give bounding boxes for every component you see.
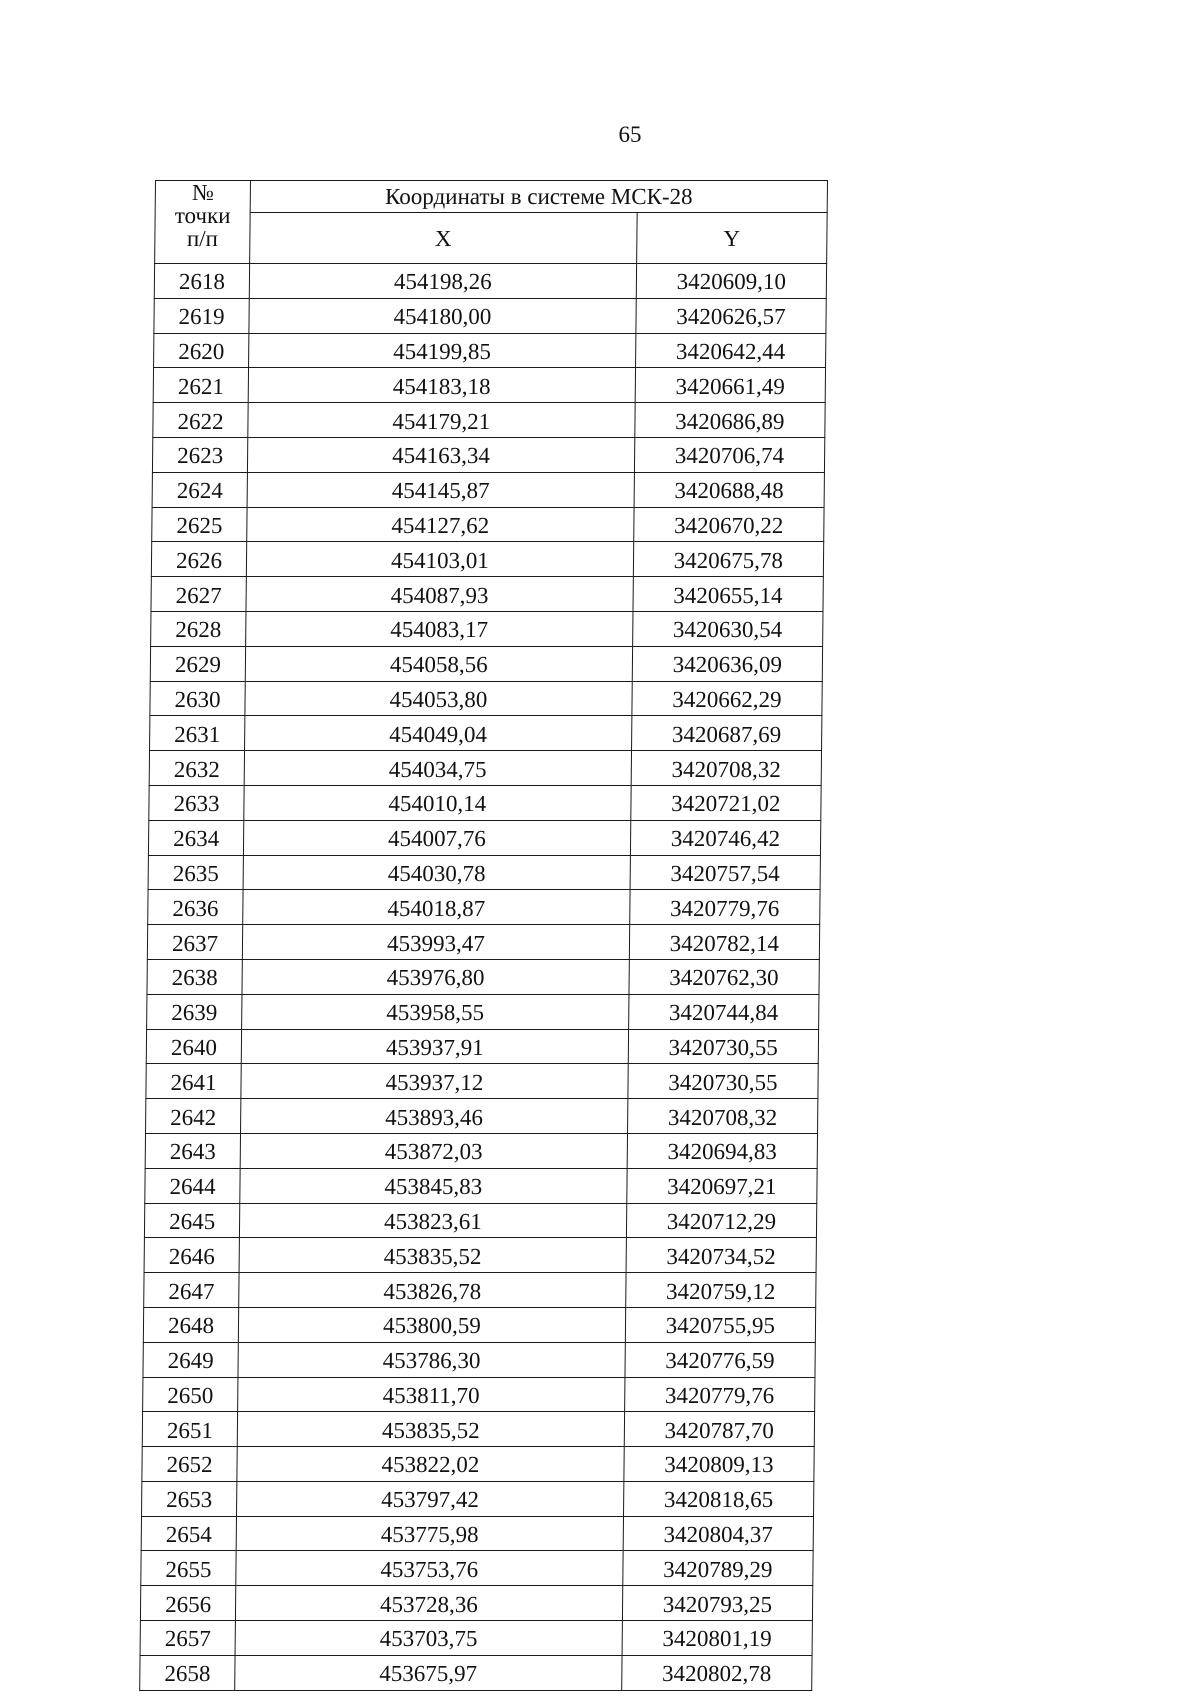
y-coordinate-cell: 3420662,29 [632, 681, 823, 716]
page-number: 65 [618, 122, 642, 147]
y-coordinate-cell: 3420670,22 [633, 507, 824, 542]
point-number-cell: 2651 [142, 1412, 237, 1447]
y-coordinate-cell: 3420686,89 [634, 403, 825, 438]
x-coordinate-cell: 453728,36 [236, 1586, 623, 1621]
point-number-cell: 2653 [142, 1481, 237, 1516]
y-coordinate-cell: 3420746,42 [630, 820, 821, 855]
table-row [140, 1621, 812, 1656]
x-coordinate-cell: 454010,14 [244, 785, 631, 820]
table-row [148, 855, 820, 890]
x-coordinate-cell: 454198,26 [249, 264, 636, 299]
point-number-cell: 2622 [153, 403, 248, 438]
y-coordinate-cell: 3420706,74 [634, 437, 825, 472]
table-row [147, 994, 819, 1029]
y-coordinate-cell: 3420802,78 [621, 1655, 812, 1690]
x-coordinate-cell: 453845,83 [240, 1168, 627, 1203]
y-coordinate-cell: 3420687,69 [631, 716, 822, 751]
table-row [152, 472, 824, 507]
x-coordinate-cell: 453835,52 [239, 1238, 626, 1273]
y-coordinate-cell: 3420675,78 [633, 542, 824, 577]
x-coordinate-cell: 454030,78 [243, 855, 630, 890]
y-coordinate-cell: 3420744,84 [628, 994, 819, 1029]
point-number-cell: 2647 [144, 1273, 239, 1308]
table-row [142, 1481, 814, 1516]
y-coordinate-cell: 3420762,30 [629, 959, 820, 994]
x-coordinate-cell: 454179,21 [248, 403, 635, 438]
point-number-cell: 2621 [153, 368, 248, 403]
y-coordinate-cell: 3420793,25 [622, 1586, 813, 1621]
point-number-cell: 2625 [152, 507, 247, 542]
table-row [151, 611, 823, 646]
x-coordinate-cell: 453893,46 [241, 1099, 628, 1134]
table-row [154, 333, 826, 368]
table-row [152, 437, 824, 472]
x-coordinate-cell: 453993,47 [242, 925, 629, 960]
x-coordinate-cell: 454103,01 [246, 542, 633, 577]
table-row [147, 925, 819, 960]
y-coordinate-cell: 3420661,49 [635, 368, 826, 403]
y-coordinate-cell: 3420801,19 [622, 1621, 813, 1656]
table-row [141, 1551, 813, 1586]
x-coordinate-cell: 453775,98 [236, 1516, 623, 1551]
table-row [145, 1168, 817, 1203]
point-number-cell: 2629 [150, 646, 245, 681]
x-coordinate-cell: 453703,75 [235, 1621, 622, 1656]
y-coordinate-cell: 3420782,14 [629, 925, 820, 960]
table-row [148, 890, 820, 925]
point-number-cell: 2645 [144, 1203, 239, 1238]
x-coordinate-cell: 453937,12 [241, 1064, 628, 1099]
x-coordinate-cell: 454034,75 [244, 751, 631, 786]
y-coordinate-cell: 3420655,14 [633, 577, 824, 612]
x-column-header: X [250, 213, 637, 264]
table-row [154, 298, 826, 333]
point-number-cell: 2632 [149, 751, 244, 786]
point-number-cell: 2619 [154, 298, 249, 333]
x-coordinate-cell: 454163,34 [248, 437, 635, 472]
x-coordinate-cell: 454199,85 [249, 333, 636, 368]
table-row [146, 1064, 818, 1099]
point-number-cell: 2658 [140, 1655, 235, 1690]
y-coordinate-cell: 3420818,65 [623, 1481, 814, 1516]
point-number-cell: 2623 [152, 437, 247, 472]
y-coordinate-cell: 3420636,09 [632, 646, 823, 681]
point-number-cell: 2626 [151, 542, 246, 577]
x-coordinate-cell: 453797,42 [237, 1481, 624, 1516]
y-coordinate-cell: 3420755,95 [625, 1307, 816, 1342]
table-row [149, 785, 821, 820]
x-coordinate-cell: 453958,55 [242, 994, 629, 1029]
x-coordinate-cell: 453675,97 [235, 1655, 622, 1690]
point-number-cell: 2620 [154, 333, 249, 368]
x-coordinate-cell: 453811,70 [238, 1377, 625, 1412]
y-coordinate-cell: 3420779,76 [629, 890, 820, 925]
table-row [150, 646, 822, 681]
y-coordinate-cell: 3420730,55 [628, 1029, 819, 1064]
point-number-cell: 2649 [143, 1342, 238, 1377]
x-coordinate-cell: 453826,78 [239, 1273, 626, 1308]
point-number-cell: 2644 [145, 1168, 240, 1203]
y-coordinate-cell: 3420776,59 [625, 1342, 816, 1377]
point-number-cell: 2624 [152, 472, 247, 507]
point-number-cell: 2634 [148, 820, 243, 855]
y-coordinate-cell: 3420787,70 [624, 1412, 815, 1447]
point-number-cell: 2637 [147, 925, 242, 960]
y-coordinate-cell: 3420804,37 [623, 1516, 814, 1551]
x-coordinate-cell: 454058,56 [245, 646, 632, 681]
table-row [150, 716, 822, 751]
point-number-cell: 2642 [146, 1099, 241, 1134]
y-coordinate-cell: 3420642,44 [635, 333, 826, 368]
y-coordinate-cell: 3420757,54 [630, 855, 821, 890]
y-coordinate-cell: 3420708,32 [631, 751, 822, 786]
point-number-cell: 2635 [148, 855, 243, 890]
y-coordinate-cell: 3420694,83 [627, 1133, 818, 1168]
table-row [153, 403, 825, 438]
x-coordinate-cell: 454180,00 [249, 298, 636, 333]
point-number-cell: 2641 [146, 1064, 241, 1099]
table-row [151, 577, 823, 612]
y-coordinate-cell: 3420712,29 [626, 1203, 817, 1238]
y-column-header: Y [636, 213, 827, 264]
point-number-cell: 2627 [151, 577, 246, 612]
table-body [140, 264, 827, 1691]
x-coordinate-cell: 453753,76 [236, 1551, 623, 1586]
table-row [151, 542, 823, 577]
point-number-cell: 2646 [144, 1238, 239, 1273]
y-coordinate-cell: 3420721,02 [630, 785, 821, 820]
point-number-cell: 2654 [141, 1516, 236, 1551]
point-number-cell: 2640 [146, 1029, 241, 1064]
point-number-cell: 2643 [145, 1133, 240, 1168]
coordinates-table [139, 180, 828, 1691]
table-row [148, 820, 820, 855]
y-coordinate-cell: 3420626,57 [636, 298, 827, 333]
point-number-cell: 2648 [143, 1307, 238, 1342]
table-row [147, 959, 819, 994]
point-number-cell: 2655 [141, 1551, 236, 1586]
table-row [149, 751, 821, 786]
point-number-header-line3: п/п [186, 226, 219, 251]
y-coordinate-cell: 3420809,13 [624, 1447, 815, 1482]
x-coordinate-cell: 453835,52 [237, 1412, 624, 1447]
y-coordinate-cell: 3420609,10 [636, 264, 827, 299]
table-row [143, 1377, 815, 1412]
point-number-header [155, 181, 251, 264]
y-coordinate-cell: 3420630,54 [632, 611, 823, 646]
point-number-cell: 2633 [149, 785, 244, 820]
x-coordinate-cell: 453800,59 [238, 1307, 625, 1342]
table-row [146, 1029, 818, 1064]
x-coordinate-cell: 453823,61 [240, 1203, 627, 1238]
y-coordinate-cell: 3420697,21 [626, 1168, 817, 1203]
x-coordinate-cell: 454018,87 [243, 890, 630, 925]
y-coordinate-cell: 3420730,55 [628, 1064, 819, 1099]
point-number-header-line1: № [191, 180, 215, 205]
table-row [142, 1447, 814, 1482]
x-coordinate-cell: 454145,87 [247, 472, 634, 507]
table-row [144, 1273, 816, 1308]
y-coordinate-cell: 3420779,76 [624, 1377, 815, 1412]
table-row [140, 1586, 812, 1621]
table-row [154, 264, 826, 299]
point-number-cell: 2638 [147, 959, 242, 994]
table-row [144, 1238, 816, 1273]
table-row [146, 1099, 818, 1134]
y-coordinate-cell: 3420734,52 [626, 1238, 817, 1273]
table-row [143, 1307, 815, 1342]
point-number-cell: 2628 [151, 611, 246, 646]
point-number-cell: 2639 [147, 994, 242, 1029]
table-row [152, 507, 824, 542]
x-coordinate-cell: 454083,17 [246, 611, 633, 646]
table-row [153, 368, 825, 403]
point-number-cell: 2618 [154, 264, 249, 299]
x-coordinate-cell: 453786,30 [238, 1342, 625, 1377]
coordinates-group-header: Координаты в системе МСК-28 [250, 181, 827, 213]
x-coordinate-cell: 454007,76 [244, 820, 631, 855]
y-coordinate-cell: 3420789,29 [622, 1551, 813, 1586]
x-coordinate-cell: 453872,03 [240, 1133, 627, 1168]
point-number-header-line2: точки [174, 203, 231, 228]
table-row [145, 1133, 817, 1168]
point-number-cell: 2657 [140, 1621, 235, 1656]
y-coordinate-cell: 3420688,48 [634, 472, 825, 507]
x-coordinate-cell: 454049,04 [245, 716, 632, 751]
y-coordinate-cell: 3420708,32 [627, 1099, 818, 1134]
x-coordinate-cell: 453976,80 [242, 959, 629, 994]
table-row [141, 1516, 813, 1551]
point-number-cell: 2636 [148, 890, 243, 925]
point-number-cell: 2656 [140, 1586, 235, 1621]
point-number-cell: 2652 [142, 1447, 237, 1482]
x-coordinate-cell: 454127,62 [247, 507, 634, 542]
table-row [150, 681, 822, 716]
x-coordinate-cell: 454087,93 [246, 577, 633, 612]
x-coordinate-cell: 453822,02 [237, 1447, 624, 1482]
x-coordinate-cell: 453937,91 [241, 1029, 628, 1064]
point-number-cell: 2631 [150, 716, 245, 751]
table-row [144, 1203, 816, 1238]
table-header [155, 181, 828, 264]
table-row [142, 1412, 814, 1447]
table-row [143, 1342, 815, 1377]
x-coordinate-cell: 454053,80 [245, 681, 632, 716]
y-coordinate-cell: 3420759,12 [625, 1273, 816, 1308]
table-row [140, 1655, 812, 1690]
point-number-cell: 2650 [143, 1377, 238, 1412]
x-coordinate-cell: 454183,18 [248, 368, 635, 403]
point-number-cell: 2630 [150, 681, 245, 716]
